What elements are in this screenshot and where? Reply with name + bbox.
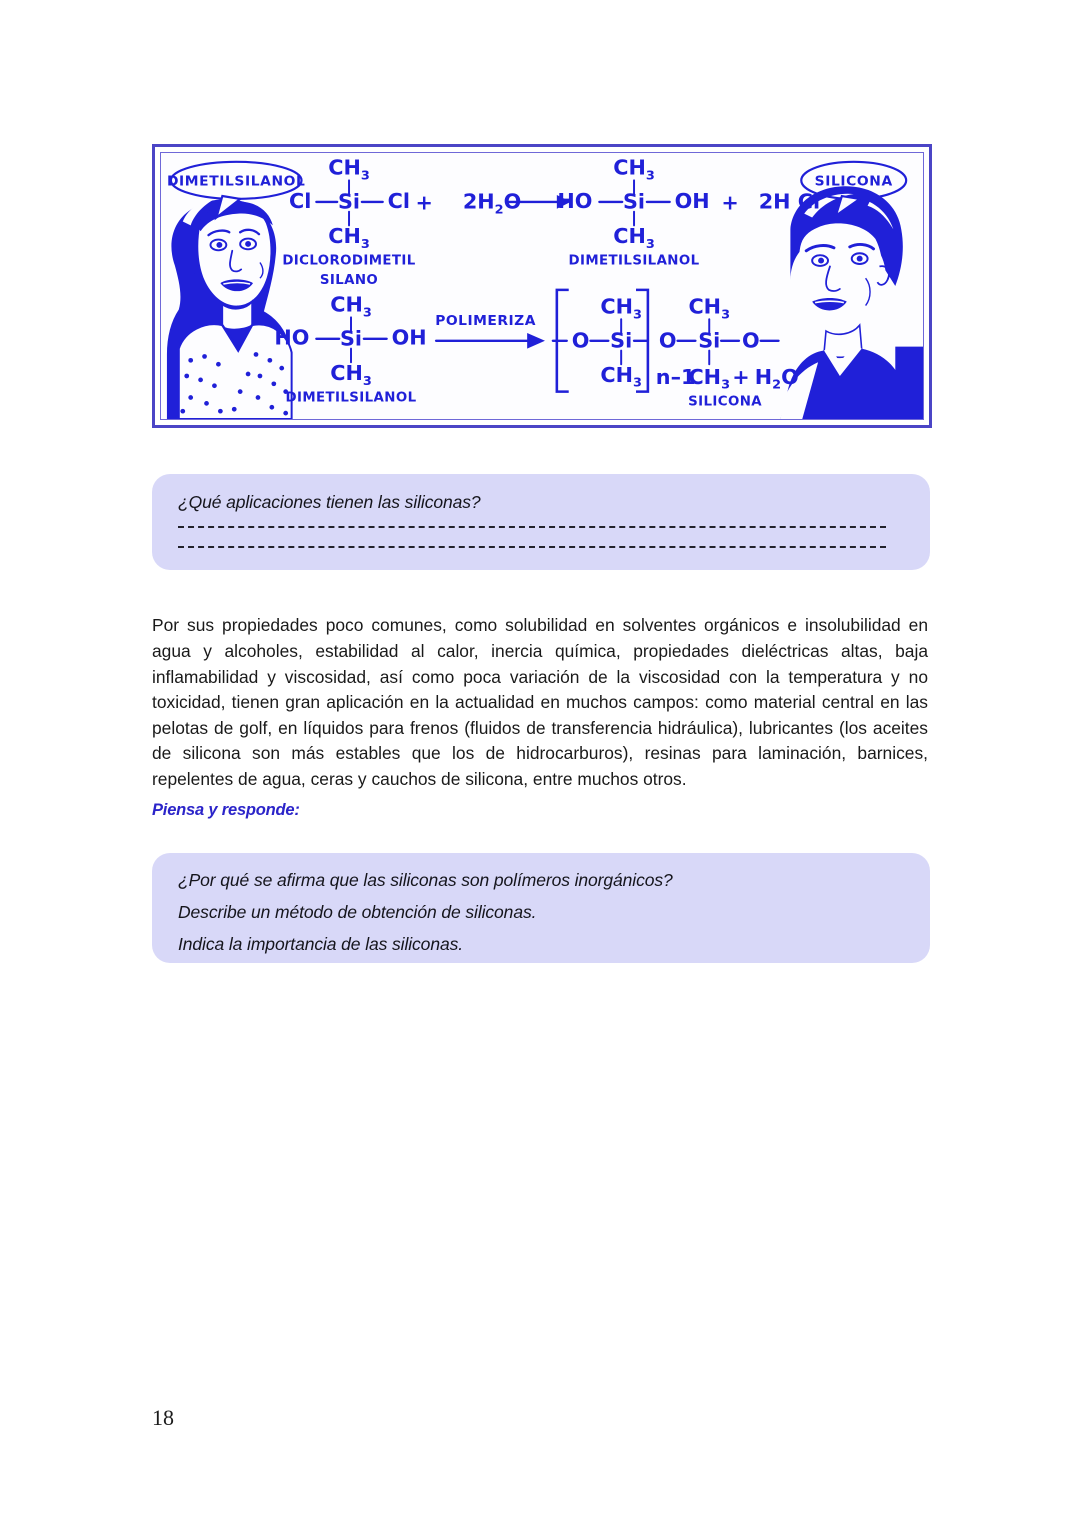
repeat-unit-si: Si <box>610 328 633 353</box>
polymer-reactant-dimetilsilanol <box>274 293 426 406</box>
think-question-3: Indica la importancia de las siliconas. <box>178 934 463 954</box>
product-dimetilsilanol <box>557 156 709 269</box>
reaction-bottom <box>274 290 798 409</box>
repeat-unit-oxygen: O <box>571 328 590 353</box>
reactant-cl-left: Cl <box>289 188 312 213</box>
product-si-center: Si <box>622 189 646 214</box>
answer-lines-group <box>178 526 904 548</box>
answer-line-2[interactable] <box>178 546 886 548</box>
chain-oxygen-right: O <box>741 328 760 353</box>
silicone-synthesis-figure <box>152 144 932 428</box>
plus-sign-1: + <box>415 190 433 215</box>
speech-bubble-right-text: SILICONA <box>814 173 893 190</box>
answer-line-1[interactable] <box>178 526 886 528</box>
product-label: DIMETILSILANOL <box>568 253 700 269</box>
reactant-water: $2H_2O$ <box>462 189 522 218</box>
poly-reactant-si: Si <box>339 326 363 351</box>
chemistry-reaction-illustration <box>161 153 923 419</box>
polymerize-arrow-icon <box>435 313 545 348</box>
top-ch3-sub: 3 <box>360 168 370 184</box>
svg-text:CH3: $CH_3$ <box>613 155 655 184</box>
question-box-applications <box>152 474 930 570</box>
poly-reactant-label: DIMETILSILANOL <box>285 390 417 406</box>
product-oh-right: OH <box>674 188 710 213</box>
figure-outer-border <box>152 144 932 428</box>
svg-text:CH3 <box>328 224 370 252</box>
reactant-cl-right: Cl <box>387 188 410 213</box>
body-paragraph: Por sus propiedades poco comunes, como solubilidad en solventes orgánicos e insolubilidad en agua y alcoholes, estabilidad al calor, inercia química, propiedades dieléctricas altas, baja inflamabilidad y viscosidad, así como poca variación de la viscosidad con la temperatura y no toxicidad, tienen gran aplicación en la actualidad en muchos campos: como material central en las pelotas de golf, en líquidos para frenos (fluidos de transferencia hidráulica), lubricantes (los aceites de silicona son más estables que los de hidrocarburos), resinas para laminación, barnices, repelentes de agua, ceras y cauchos de silicona, entre muchos otros. <box>152 615 928 789</box>
think-question-2: Describe un método de obtención de siliconas. <box>178 902 537 922</box>
product-hcl: 2H Cl <box>758 189 821 214</box>
product-ho-left: HO <box>557 188 593 213</box>
svg-text:CH3: $CH_3$ <box>330 360 372 389</box>
svg-text:CH3: $CH_3$ <box>688 364 731 393</box>
polimeriza-label: POLIMERIZA <box>435 313 536 330</box>
reactant-label-line2: SILANO <box>319 273 379 289</box>
speech-bubble-left-text: DIMETILSILANOL <box>166 173 306 190</box>
poly-reactant-ho: HO <box>274 325 310 350</box>
top-ch3-label: CH <box>328 155 361 180</box>
byproduct-plus: + <box>732 364 750 389</box>
woman-illustration <box>167 197 292 419</box>
svg-text:CH3: $CH_3$ <box>600 294 642 323</box>
polymer-n-subscript: n–1 <box>655 364 696 389</box>
think-question-1: ¿Por qué se afirma que las siliconas son polímeros inorgánicos? <box>178 870 673 890</box>
reactant-label-line1: DICLORODIMETIL <box>282 253 416 269</box>
page-number: 18 <box>152 1405 174 1430</box>
poly-reactant-oh: OH <box>391 325 427 350</box>
polymer-chain-tail <box>659 294 799 409</box>
chain-oxygen-left: O <box>658 328 677 353</box>
question-applications-text: ¿Qué aplicaciones tienen las siliconas? <box>178 492 481 512</box>
man-illustration <box>780 186 923 419</box>
svg-text:CH3: $CH_3$ <box>688 294 731 323</box>
svg-text:CH3 <box>328 156 370 184</box>
svg-text:CH3: $CH_3$ <box>613 224 655 252</box>
question-box-think <box>152 853 930 963</box>
silicona-product-label: SILICONA <box>688 394 763 410</box>
svg-text:CH3: $CH_3$ <box>330 292 372 321</box>
plus-sign-2: + <box>721 190 739 215</box>
reactant-si-center: Si <box>337 189 361 214</box>
bottom-ch3-label: CH <box>328 224 361 248</box>
chain-si: Si <box>698 328 721 353</box>
figure-inner-border <box>160 152 924 420</box>
section-heading-piensa-y-responde: Piensa y responde: <box>152 801 300 819</box>
byproduct-water: $H_2O$ <box>754 364 799 393</box>
bottom-ch3-sub: 3 <box>360 236 370 252</box>
reaction-top <box>282 156 820 288</box>
svg-text:CH3: $CH_3$ <box>600 362 642 391</box>
